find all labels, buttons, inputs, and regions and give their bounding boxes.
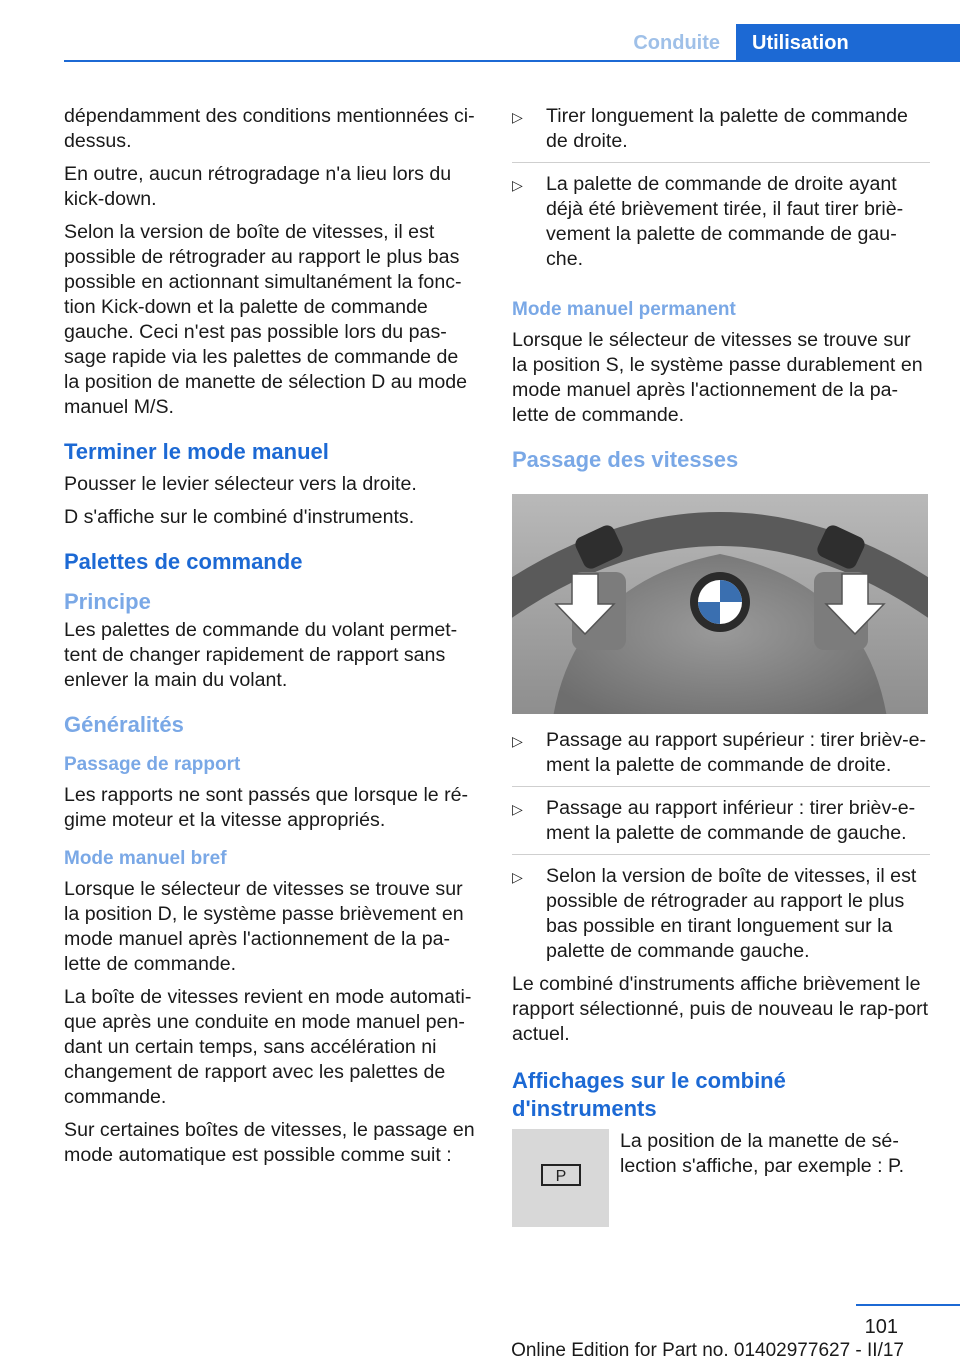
paragraph: dépendamment des conditions mentionnées ci-dessus. (64, 105, 475, 152)
display-example (512, 1129, 930, 1229)
page-number: 101 (864, 1316, 898, 1338)
paragraph: Le combiné d'instruments affiche brièvement le rapport sélectionné, puis de nouveau le rap‐port actuel. (512, 973, 929, 1045)
paragraph: Lorsque le sélecteur de vitesses se trouve sur la position D, le système passe brièvement en mode manuel après l'actionnement de la pa‐lette de commande. (64, 878, 464, 975)
edition-label: Online Edition for Part no. 01402977627 - II/17 (511, 1340, 904, 1361)
page-header (64, 24, 960, 62)
list-item (512, 172, 930, 280)
paragraph: Lorsque le sélecteur de vitesses se trouve sur la position S, le système passe durablement en mode manuel après l'actionnement de la pa‐lette de commande. (512, 329, 923, 426)
list-item-text: La palette de commande de droite ayant déjà été brièvement tirée, il faut tirer briè‐vement la palette de commande de gau‐che. (546, 173, 904, 270)
heading-generalites: Généralités (64, 712, 184, 737)
paragraph: Les rapports ne sont passés que lorsque le ré‐gime moteur et la vitesse appropriés. (64, 784, 469, 831)
heading-principe: Principe (64, 589, 151, 614)
heading-affichages-combine: Affichages sur le combiné d'instruments (512, 1068, 786, 1121)
left-column (64, 104, 478, 1176)
triangle-bullet-icon: ▷ (512, 109, 523, 125)
tab-conduite[interactable]: Conduite (633, 32, 720, 54)
paragraph: Pousser le levier sélecteur vers la droite. (64, 473, 417, 495)
paragraph: D s'affiche sur le combiné d'instruments. (64, 506, 415, 528)
paragraph: Selon la version de boîte de vitesses, il est possible de rétrograder au rapport le plus bas possible en actionnant simultanément la fonc‐tion Kick-down et la palette de commande gauche. Ceci n'est pas possible lors du pas‐sage rapide via les palettes de commande de la position de manette de sélection D au mode manuel M/S. (64, 221, 468, 418)
list-item (512, 864, 930, 972)
footer-divider (856, 1304, 960, 1306)
triangle-bullet-icon: ▷ (512, 733, 523, 749)
paragraph: La position de la manette de sé‐lection s'affiche, par exemple : P. (620, 1130, 905, 1177)
paragraph: Les palettes de commande du volant permet‐tent de changer rapidement de rapport sans enlever la main du volant. (64, 619, 458, 691)
list-item-text: Passage au rapport inférieur : tirer brièv‐e‐ment la palette de commande de gauche. (546, 797, 916, 844)
triangle-bullet-icon: ▷ (512, 801, 523, 817)
bullet-list (512, 104, 930, 280)
heading-passage-des-vitesses: Passage des vitesses (512, 447, 739, 472)
paragraph: En outre, aucun rétrogradage n'a lieu lors du kick-down. (64, 163, 452, 210)
header-divider (64, 60, 960, 62)
list-item (512, 728, 930, 787)
bullet-list (512, 728, 930, 972)
list-item-text: Selon la version de boîte de vitesses, il est possible de rétrograder au rapport le plus bas possible en tirant longuement sur la palette de commande gauche. (546, 865, 917, 962)
list-item-text: Passage au rapport supérieur : tirer brièv‐e‐ment la palette de commande de droite. (546, 729, 927, 776)
triangle-bullet-icon: ▷ (512, 177, 523, 193)
gear-position-letter: P (555, 1168, 567, 1185)
heading-mode-manuel-bref: Mode manuel bref (64, 848, 227, 869)
bmw-logo-icon (690, 572, 750, 632)
paragraph: Sur certaines boîtes de vitesses, le passage en mode automatique est possible comme suit : (64, 1119, 475, 1166)
paragraph: La boîte de vitesses revient en mode automati‐que après une conduite en mode manuel pen‐dant un certain temps, sans accélération ni changement de rapport avec les palettes de commande. (64, 986, 472, 1108)
tab-utilisation[interactable]: Utilisation (736, 24, 960, 62)
steering-wheel-illustration (512, 494, 928, 714)
heading-palettes-de-commande: Palettes de commande (64, 549, 303, 574)
list-item (512, 104, 930, 163)
heading-mode-manuel-permanent: Mode manuel permanent (512, 299, 736, 320)
heading-passage-de-rapport: Passage de rapport (64, 754, 241, 775)
triangle-bullet-icon: ▷ (512, 869, 523, 885)
list-item (512, 796, 930, 855)
list-item-text: Tirer longuement la palette de commande de droite. (546, 105, 908, 152)
instrument-display-image (512, 1129, 609, 1227)
heading-terminer-mode-manuel: Terminer le mode manuel (64, 439, 329, 464)
right-column (512, 104, 930, 1229)
